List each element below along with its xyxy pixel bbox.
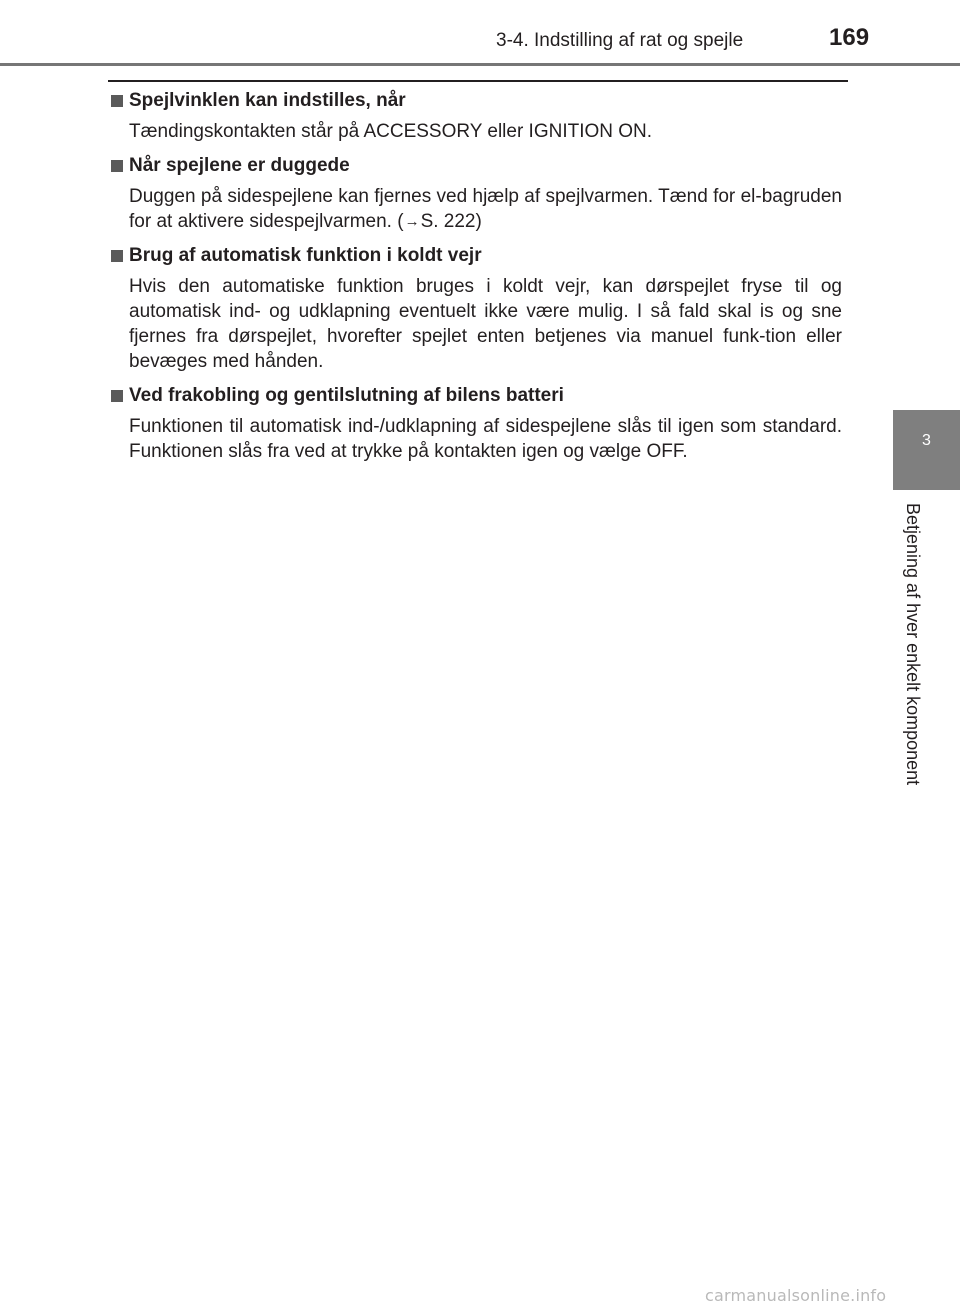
chapter-tab-number: 3: [922, 432, 931, 449]
section-fogged-mirrors: [108, 153, 842, 234]
section-body: Tændingskontakten står på ACCESSORY eller IGNITION ON.: [129, 121, 653, 142]
section-body-text: Duggen på sidespejlene kan fjernes ved hjælp af spejlvarmen. Tænd for el-bagruden for at aktivere sidespejlvarmen. (: [129, 186, 842, 232]
section-heading-text: Når spejlene er duggede: [129, 155, 350, 176]
section-body: Funktionen til automatisk ind-/udklapning af sidespejlene slås til igen som standard. Funktionen slås fra ved at trykke på kontakten igen og vælge OFF.: [129, 416, 842, 462]
section-body: [108, 184, 842, 234]
section-heading: [108, 88, 842, 114]
section-heading-text: Spejlvinklen kan indstilles, når: [129, 90, 406, 111]
chapter-tab-divider: [893, 490, 960, 491]
square-bullet-icon: [111, 390, 123, 402]
content-divider: [108, 80, 848, 82]
page-number: 169: [829, 24, 870, 51]
section-battery-reconnect: [108, 383, 842, 464]
watermark: carmanualsonline.info: [705, 1286, 887, 1305]
section-heading-text: Ved frakobling og gentilslutning af bilens batteri: [129, 385, 564, 406]
section-heading: [108, 153, 842, 179]
section-body-text-end: ): [475, 211, 482, 232]
main-content: [108, 88, 842, 473]
chapter-tab-label: Betjening af hver enkelt komponent: [903, 503, 923, 786]
square-bullet-icon: [111, 95, 123, 107]
header-divider: [0, 63, 960, 66]
page-reference-link[interactable]: S. 222: [420, 211, 476, 232]
section-cold-weather: [108, 243, 842, 374]
header-title: 3-4. Indstilling af rat og spejle: [496, 30, 744, 51]
square-bullet-icon: [111, 250, 123, 262]
section-heading: [108, 383, 842, 409]
section-heading-text: Brug af automatisk funktion i koldt vejr: [129, 245, 482, 266]
section-heading: [108, 243, 842, 269]
section-body: Hvis den automatiske funktion bruges i koldt vejr, kan dørspejlet fryse til og automatisk ind- og udklapning eventuelt ikke være mulig. I så fald skal is og sne fjernes fra dørspejlet, hvorefter spejlet enten betjenes via manuel funk-tion eller bevæges med hånden.: [129, 276, 842, 372]
section-mirror-angle: [108, 88, 842, 144]
arrow-right-icon: →: [404, 213, 420, 230]
chapter-tab[interactable]: [893, 410, 960, 490]
square-bullet-icon: [111, 160, 123, 172]
